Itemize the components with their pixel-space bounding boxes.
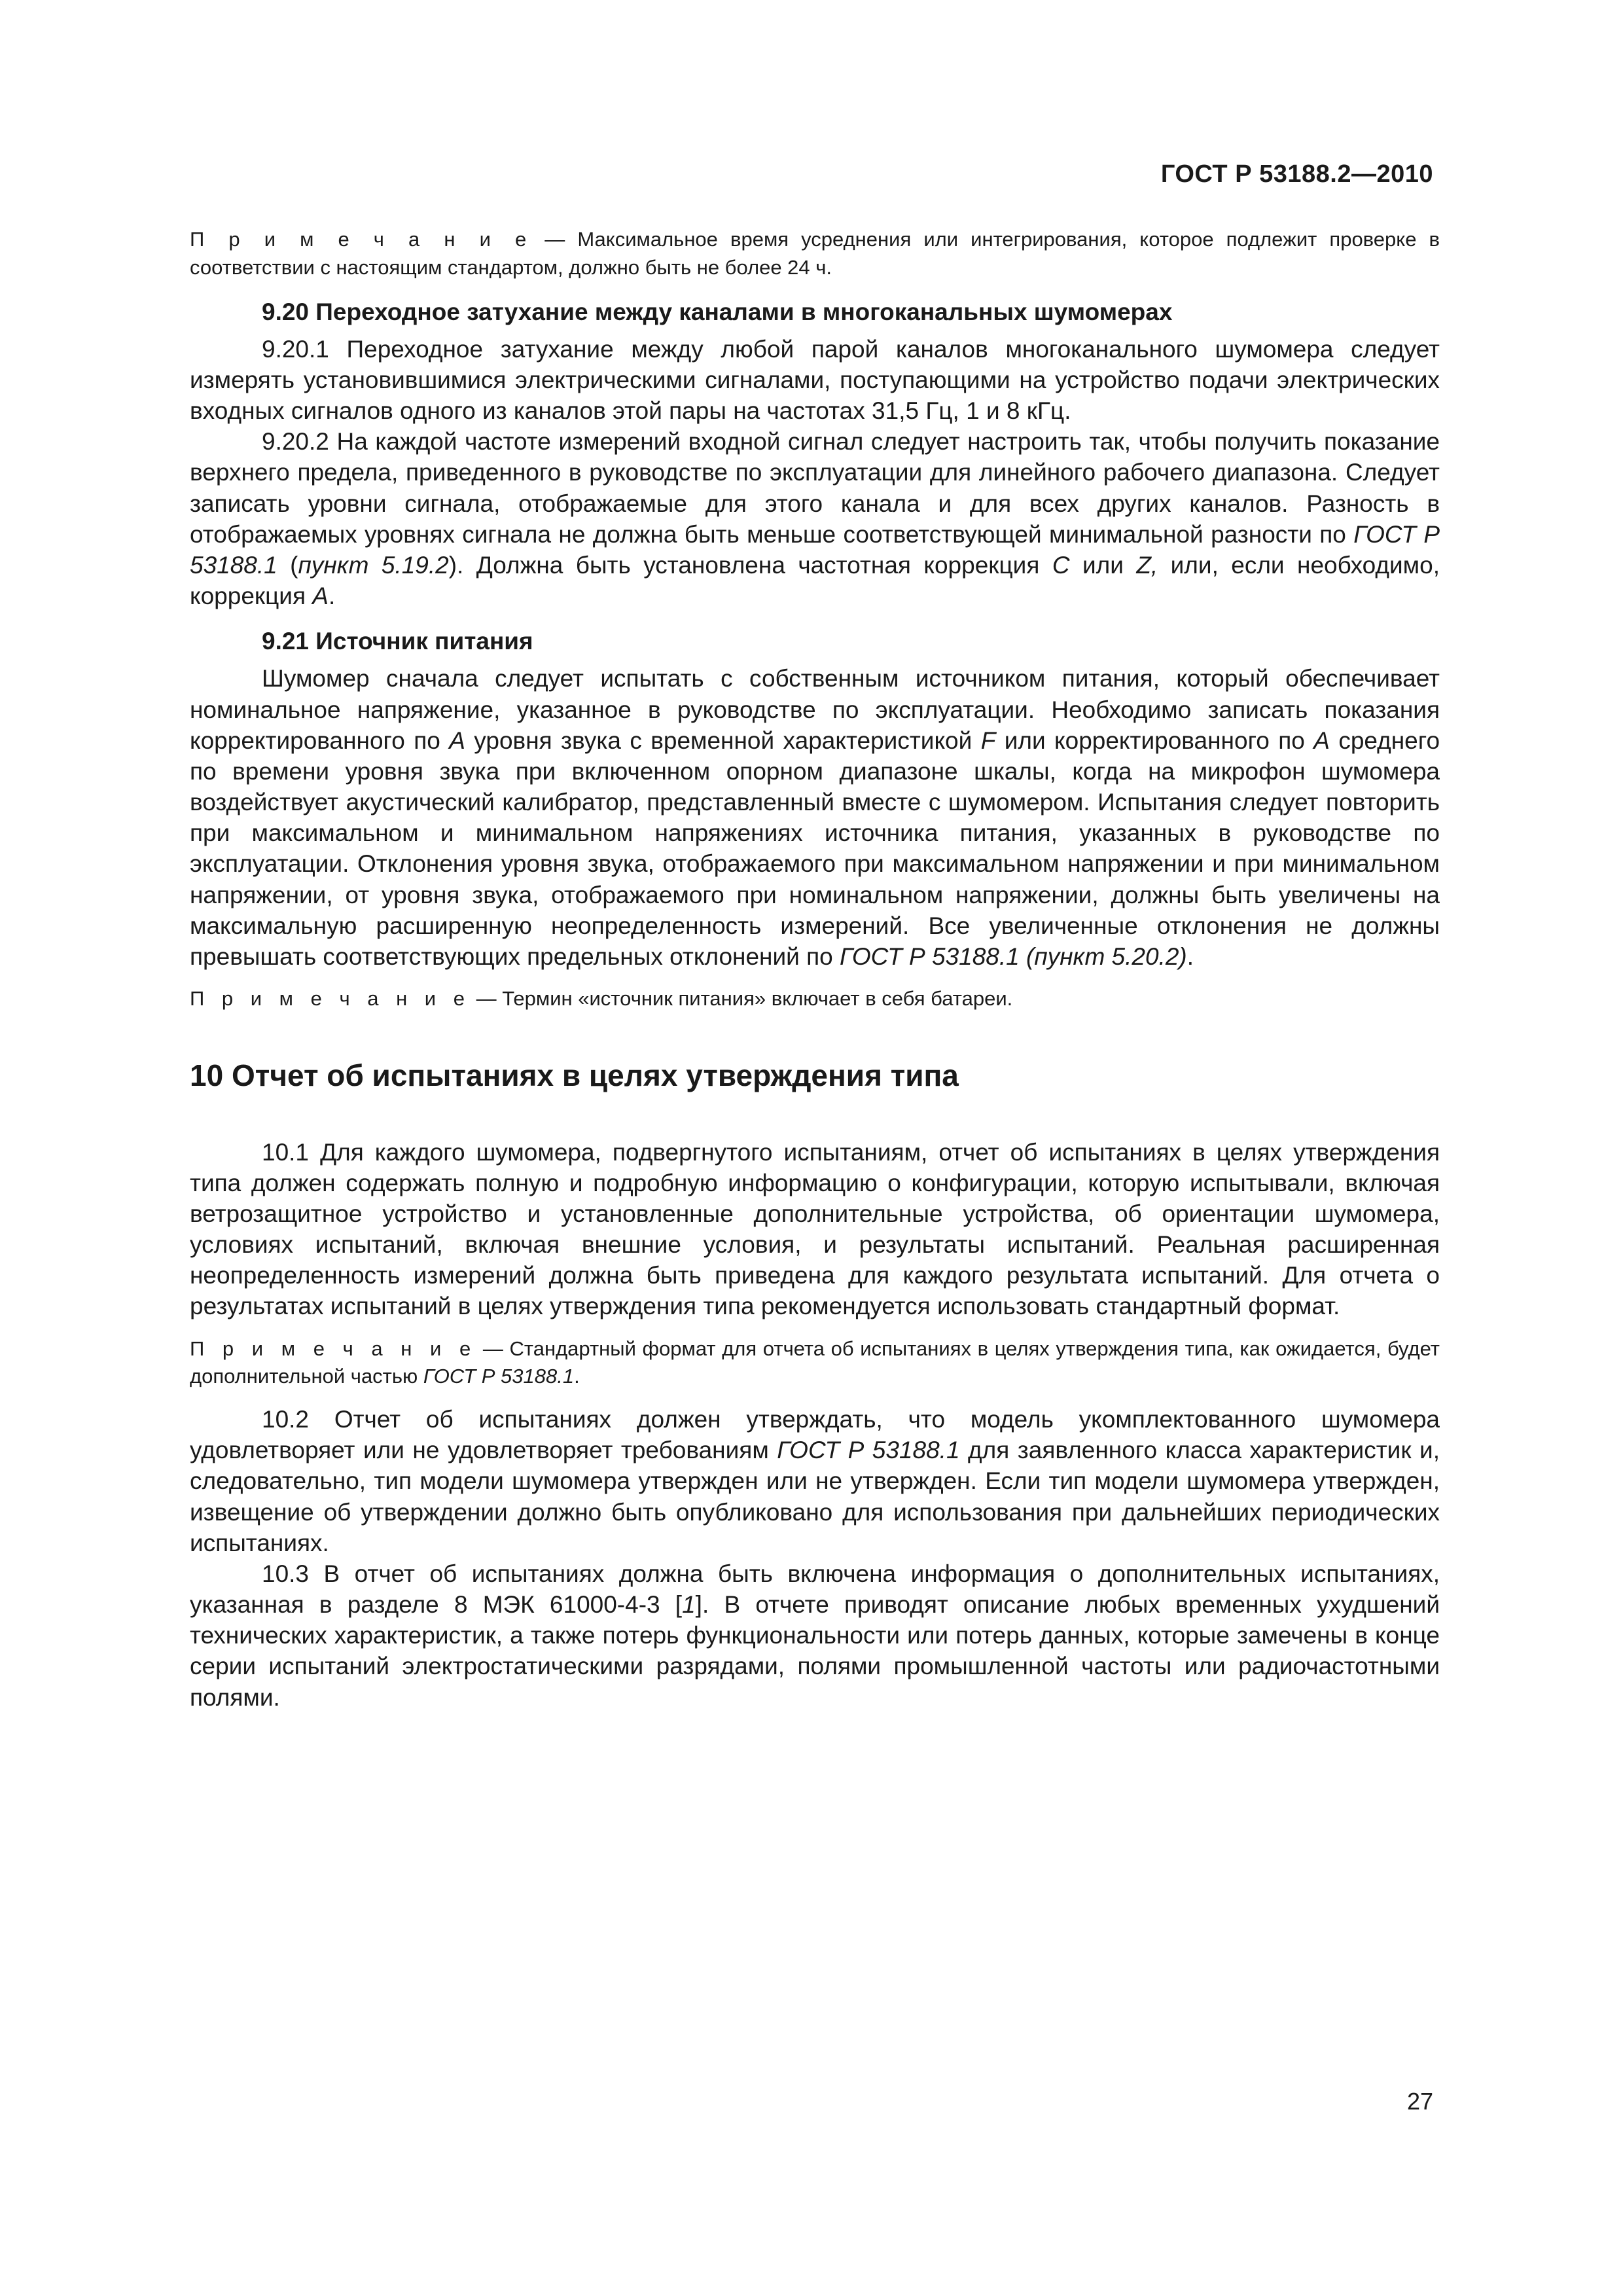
note-power-supply <box>190 985 1440 1013</box>
paragraph-9-20-1: 9.20.1 Переходное затухание между любой парой каналов многоканального шумомера следует измерять установившимися электрическими сигналами, поступающими на устройство подачи электрических входных сигналов одного из каналов этой пары на частотах 31,5 Гц, 1 и 8 кГц. <box>190 335 1440 425</box>
document-id: ГОСТ Р 53188.2—2010 <box>1160 160 1433 188</box>
weighting-a: A <box>312 583 329 610</box>
standard-reference: ГОСТ Р 53188.1 <box>423 1365 575 1388</box>
weighting-c: C <box>1052 551 1070 579</box>
paragraph-10-3 <box>190 1558 1440 1713</box>
page-number: 27 <box>1406 2088 1433 2115</box>
text-run: 10.3 В отчет об испытаниях должна быть включена информация о дополнительных испытаниях, указанная в разделе 8 МЭК 61000-4-3 [ <box>190 1560 1440 1619</box>
text-run: или, если необходимо, коррекция <box>190 551 1440 610</box>
text-run: для заявленного класса характеристик и, следовательно, тип модели шумомера утвержден или не утвержден. Если тип модели шумомера утвержден, извещение об утверждении должно быть опубликовано для использования при дальнейших периодических испытаниях. <box>190 1437 1440 1556</box>
text-run: среднего по времени уровня звука при включенном опорном диапазоне шкалы, когда на микрофон шумомера воздействует акустический калибратор, представленный вместе с шумомером. Испытания следует повторить при максимальном и минимальном напряжениях источника питания, указанных в руководстве по эксплуатации. Отклонения уровня звука, отображаемого при максимальном напряжении и при минимальном напряжении, от уровня звука, отображаемого при номинальном напряжении, должны быть увеличены на максимальную расширенную неопределенность измерений. Все увеличенные отклонения не должны превышать соответствующих предельных отклонений по <box>190 726 1440 970</box>
note-label: П р и м е ч а н и е <box>190 1336 477 1360</box>
standard-reference: ГОСТ Р 53188.1 <box>190 520 1440 579</box>
text-run: . <box>1186 942 1194 970</box>
note-standard-format <box>190 1335 1440 1391</box>
spacer <box>190 1322 1440 1335</box>
text-run: уровня звука с временной характеристикой <box>465 726 981 754</box>
note-label: П р и м е ч а н и е <box>190 987 471 1011</box>
paragraph-10-2 <box>190 1404 1440 1558</box>
time-weighting-f: F <box>980 726 996 754</box>
text-run: . <box>328 583 336 610</box>
text-run: 10.2 Отчет об испытаниях должен утверждать, что модель укомплектованного шумомера удовлетворяет или не удовлетворяет требованиям <box>190 1406 1440 1464</box>
spacer <box>190 972 1440 985</box>
text-run: . <box>574 1365 580 1388</box>
note-label: П р и м е ч а н и е <box>190 228 533 251</box>
paragraph-9-21 <box>190 663 1440 972</box>
note-text: — Стандартный формат для отчета об испытаниях в целях утверждения типа, как ожидается, будет дополнительной частью <box>190 1336 1440 1388</box>
standard-reference: ГОСТ Р 53188.1 (пункт 5.20.2) <box>839 942 1187 970</box>
text-run: ). Должна быть установлена частотная коррекция <box>448 551 1052 579</box>
text-run: 9.20.2 На каждой частоте измерений входной сигнал следует настроить так, чтобы получить показание верхнего предела, приведенного в руководстве по эксплуатации для линейного рабочего диапазона. Следует записать уровни сигнала, отображаемые для этого канала и для всех других каналов. Разность в отображаемых уровнях сигнала не должна быть меньше соответствующей минимальной разности по <box>190 428 1440 548</box>
weighting-a: A <box>449 726 465 754</box>
text-run: или <box>1069 551 1137 579</box>
section-9-20-title: 9.20 Переходное затухание между каналами в многоканальных шумомерах <box>262 298 1173 325</box>
bibliography-reference: 1 <box>682 1591 696 1619</box>
standard-reference: ГОСТ Р 53188.1 <box>777 1437 960 1464</box>
weighting-a: A <box>1313 726 1330 754</box>
paragraph-9-20-2 <box>190 426 1440 611</box>
section-10-title: 10 Отчет об испытаниях в целях утверждения типа <box>190 1058 959 1092</box>
weighting-z: Z, <box>1136 551 1158 579</box>
section-9-21-title: 9.21 Источник питания <box>262 628 533 655</box>
note-averaging-time <box>190 226 1440 282</box>
text-run: ( <box>277 551 298 579</box>
spacer <box>190 1391 1440 1404</box>
note-text: — Максимальное время усреднения или интегрирования, которое подлежит проверке в соответствии с настоящим стандартом, должно быть не более 24 ч. <box>190 228 1440 279</box>
text-run: ]. В отчете приводят описание любых временных ухудшений технических характеристик, а также потерь функциональности или потерь данных, которые замечены в конце серии испытаний электростатическими разрядами, полями промышленной частоты или радиочастотными полями. <box>190 1591 1440 1711</box>
paragraph-10-1: 10.1 Для каждого шумомера, подвергнутого испытаниям, отчет об испытаниях в целях утверждения типа должен содержать полную и подробную информацию о конфигурации, которую испытывали, включая ветрозащитное устройство и установленные дополнительные устройства, об ориентации шумомера, условиях испытаний, включая внешние условия, и результаты испытаний. Реальная расширенная неопределенность измерений должна быть приведена для каждого результата испытаний. Для отчета о результатах испытаний в целях утверждения типа рекомендуется использовать стандартный формат. <box>190 1138 1440 1320</box>
page-body <box>190 226 1440 1713</box>
note-text: — Термин «источник питания» включает в себя батареи. <box>470 987 1013 1011</box>
text-run: Шумомер сначала следует испытать с собственным источником питания, который обеспечивает номинальное напряжение, указанное в руководстве по эксплуатации. Необходимо записать показания корректированного по <box>190 665 1440 754</box>
text-run: или корректированного по <box>995 726 1314 754</box>
clause-reference: пункт 5.19.2 <box>298 551 449 579</box>
